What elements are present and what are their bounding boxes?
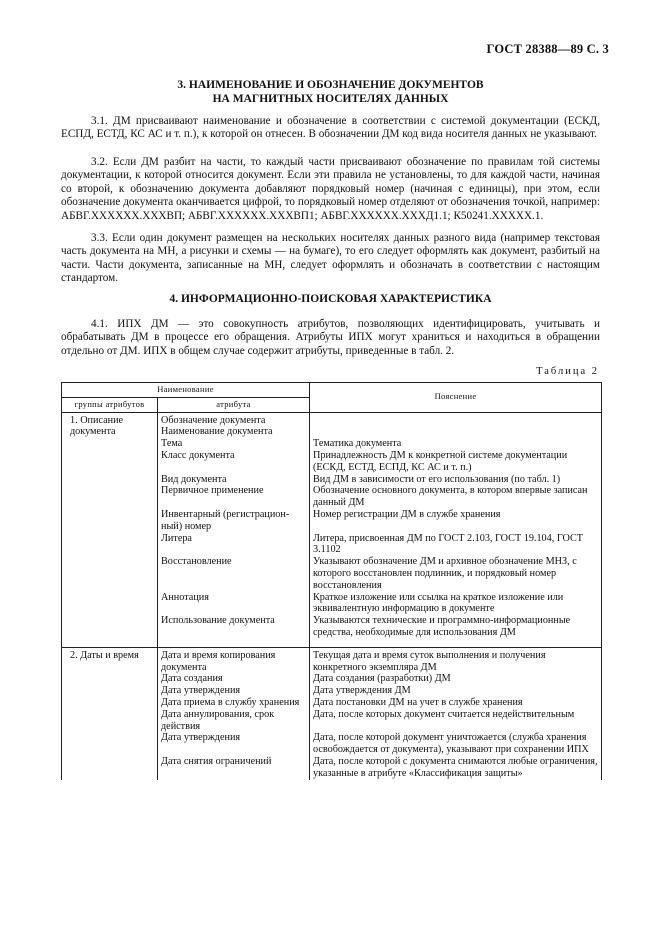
explanation-cell: Дата, после которой документ уничтожается (служба хранения освобождается от документа), указывают при сохранении ИПХ: [310, 732, 602, 756]
section-3-title-line2: НА МАГНИТНЫХ НОСИТЕЛЯХ ДАННЫХ: [212, 93, 449, 105]
explanation-cell: Литера, присвоенная ДМ по ГОСТ 2.103, ГОСТ 19.104, ГОСТ 3.1102: [310, 533, 602, 557]
section-3-title-line1: 3. НАИМЕНОВАНИЕ И ОБОЗНАЧЕНИЕ ДОКУМЕНТОВ: [177, 79, 484, 91]
explanation-cell: Указывают обозначение ДМ и архивное обозначение МНЗ, с которого восстановлен подлинник, и порядковый номер восстановления: [310, 556, 602, 591]
attribute-cell: Обозначение документа: [158, 412, 310, 426]
header-attribute: атрибута: [158, 397, 310, 412]
explanation-cell: Краткое изложение или ссылка на краткое изложение или эквивалентную информацию в документе: [310, 592, 602, 616]
attribute-cell: Аннотация: [158, 592, 310, 616]
section-3-title: [60, 78, 601, 106]
attribute-cell: Инвентарный (регистрацион-ный) номер: [158, 509, 310, 533]
group-name: 2. Даты и время: [62, 647, 158, 779]
paragraph-3-2: 3.2. Если ДМ разбит на части, то каждый части присваивают обозначение по правилам той системы документации, к которой относится документ. Если эти правила не установлены, то для каждой части, начиная со второй, к обозначению документа добавляют порядковый номер (начиная с единицы), при этом, если обозначение документа оканчивается цифрой, то порядковый номер отделяют от обозначения точкой, например: АБВГ.XXXXXX.XXXВП; АБВГ.XXXXXX.XXXВП1; АБВГ.XXXXXX.XXXД1.1; К50241.XXXXX.1.: [61, 156, 600, 222]
attribute-cell: Первичное применение: [158, 485, 310, 509]
attribute-cell: Вид документа: [158, 474, 310, 486]
attribute-cell: Тема: [158, 438, 310, 450]
explanation-cell: Указываются технические и программно-информационные средства, необходимые для использования ДМ: [310, 615, 602, 639]
header-name: Наименование: [62, 383, 310, 398]
attributes-table: [61, 382, 602, 780]
table-caption: Таблица 2: [536, 366, 599, 377]
section-4-title: 4. ИНФОРМАЦИОННО-ПОИСКОВАЯ ХАРАКТЕРИСТИКА: [169, 293, 492, 305]
attribute-cell: Дата создания: [158, 673, 310, 685]
header-explanation: Пояснение: [310, 383, 602, 413]
explanation-cell: [310, 426, 602, 438]
header-group: группы атрибутов: [62, 397, 158, 412]
attribute-cell: Использование документа: [158, 615, 310, 639]
attribute-cell: Дата и время копирования документа: [158, 647, 310, 673]
attribute-cell: Дата снятия ограничений: [158, 756, 310, 780]
explanation-cell: Тематика документа: [310, 438, 602, 450]
paragraph-4-1: 4.1. ИПХ ДМ — это совокупность атрибутов, позволяющих идентифицировать, учитывать и обрабатывать ДМ в процессе его обращения. Атрибуты ИПХ могут храниться и находиться в обращении отдельно от ДМ. ИПХ в общем случае содержит атрибуты, приведенные в табл. 2.: [61, 318, 600, 357]
attribute-cell: Дата аннулирования, срок действия: [158, 709, 310, 733]
paragraph-3-3: 3.3. Если один документ размещен на нескольких носителях данных разного вида (например текстовая часть документа на МН, а рисунки и схемы — на бумаге), то его следует оформлять как документ, разбитый на части. Части документа, записанные на МН, следует оформлять и обозначать в соответствии с настоящим стандартом.: [61, 232, 600, 285]
attribute-cell: Дата утверждения: [158, 732, 310, 756]
explanation-cell: Обозначение основного документа, в котором впервые записан данный ДМ: [310, 485, 602, 509]
attribute-cell: Наименование документа: [158, 426, 310, 438]
group-name: 1. Описание документа: [62, 412, 158, 639]
explanation-cell: Вид ДМ в зависимости от его использования (по табл. 1): [310, 474, 602, 486]
explanation-cell: Дата создания (разработки) ДМ: [310, 673, 602, 685]
explanation-cell: Текущая дата и время суток выполнения и получения конкретного экземпляра ДМ: [310, 647, 602, 673]
explanation-cell: Дата, после которой с документа снимаются любые ограничения, указанные в атрибуте «Классификация защиты»: [310, 756, 602, 780]
attribute-cell: Дата утверждения: [158, 685, 310, 697]
explanation-cell: Дата постановки ДМ на учет в службе хранения: [310, 697, 602, 709]
attribute-cell: Литера: [158, 533, 310, 557]
explanation-cell: Дата, после которых документ считается недействительным: [310, 709, 602, 733]
table-row: [62, 412, 602, 426]
page-header: ГОСТ 28388—89 С. 3: [486, 42, 609, 56]
attribute-cell: Класс документа: [158, 450, 310, 474]
table-spacer: [62, 639, 602, 648]
explanation-cell: Номер регистрации ДМ в службе хранения: [310, 509, 602, 533]
paragraph-3-1: 3.1. ДМ присваивают наименование и обозначение в соответствии с системой документации (ЕСКД, ЕСПД, ЕСТД, КС АС и т. п.), к которой он отнесен. В обозначении ДМ код вида носителя данных не указывают.: [61, 115, 600, 141]
attribute-cell: Дата приема в службу хранения: [158, 697, 310, 709]
explanation-cell: Принадлежность ДМ к конкретной системе документации (ЕСКД, ЕСТД, ЕСПД, КС АС и т. п.): [310, 450, 602, 474]
explanation-cell: [310, 412, 602, 426]
explanation-cell: Дата утверждения ДМ: [310, 685, 602, 697]
attribute-cell: Восстановление: [158, 556, 310, 591]
table-row: [62, 647, 602, 673]
